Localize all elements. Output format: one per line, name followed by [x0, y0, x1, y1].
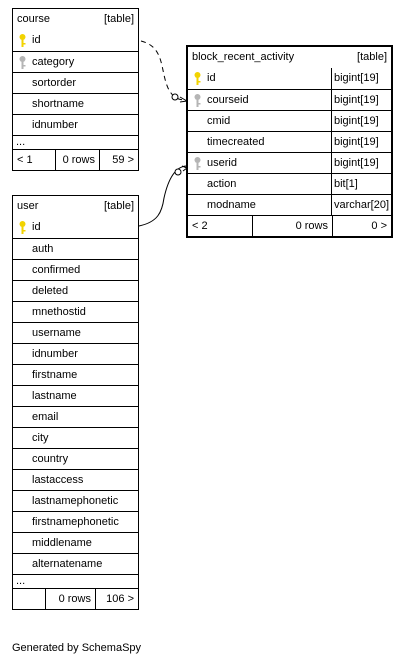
- user-parents-count[interactable]: [13, 589, 45, 609]
- column-name-text: userid: [207, 157, 237, 169]
- user-column-name[interactable]: [13, 470, 138, 490]
- user-column-row[interactable]: [13, 532, 138, 553]
- column-name-text: timecreated: [207, 136, 265, 148]
- user-more-columns: ...: [13, 574, 138, 588]
- column-name-text: mnethostid: [32, 306, 86, 318]
- course-column-row[interactable]: [13, 72, 138, 93]
- column-name-text: city: [32, 432, 49, 444]
- column-name-text: confirmed: [32, 264, 81, 276]
- user-column-row[interactable]: [13, 301, 138, 322]
- course-column-row[interactable]: [13, 51, 138, 72]
- block-column-row[interactable]: [188, 194, 391, 215]
- block-row-count: 0 rows: [252, 216, 332, 236]
- column-name-text: id: [207, 72, 216, 84]
- column-name-text: modname: [207, 199, 256, 211]
- block-column-type: bit[1]: [331, 174, 391, 194]
- user-column-row[interactable]: [13, 343, 138, 364]
- column-name-text: deleted: [32, 285, 69, 297]
- block-column-type: varchar[20]: [331, 195, 391, 215]
- block-column-name[interactable]: [188, 132, 331, 152]
- column-name-text: lastaccess: [32, 474, 84, 486]
- block-column-type: bigint[19]: [331, 111, 391, 131]
- user-column-name[interactable]: [13, 281, 138, 301]
- user-column-name[interactable]: [13, 554, 138, 574]
- user-column-name[interactable]: [13, 344, 138, 364]
- user-column-row[interactable]: [13, 217, 138, 238]
- course-row-count: 0 rows: [55, 150, 99, 170]
- block-column-name[interactable]: [188, 153, 331, 173]
- user-table-kind: [table]: [104, 200, 134, 212]
- user-column-row[interactable]: [13, 469, 138, 490]
- user-column-name[interactable]: [13, 407, 138, 427]
- course-link-zero-marker: [172, 94, 178, 100]
- column-name-text: id: [32, 34, 41, 46]
- column-name-text: id: [32, 221, 41, 233]
- user-table-name[interactable]: user: [17, 200, 39, 212]
- column-name-text: category: [32, 56, 75, 68]
- column-name-text: middlename: [32, 537, 92, 549]
- user-column-row[interactable]: [13, 448, 138, 469]
- foreign-key-icon: [194, 94, 201, 107]
- block-column-type: bigint[19]: [331, 68, 391, 89]
- user-column-name[interactable]: [13, 449, 138, 469]
- course-column-name[interactable]: [13, 94, 138, 114]
- block-column-row[interactable]: [188, 110, 391, 131]
- column-name-text: idnumber: [32, 119, 78, 131]
- user-column-row[interactable]: [13, 280, 138, 301]
- user-column-name[interactable]: [13, 302, 138, 322]
- user-table-footer: [13, 588, 138, 609]
- user-column-name[interactable]: [13, 365, 138, 385]
- course-column-row[interactable]: [13, 30, 138, 51]
- column-name-text: sortorder: [32, 77, 77, 89]
- block-table-name[interactable]: block_recent_activity: [192, 51, 295, 63]
- course-children-count[interactable]: 59 >: [99, 150, 138, 170]
- user-children-count[interactable]: 106 >: [95, 589, 138, 609]
- user-row-count: 0 rows: [45, 589, 95, 609]
- column-name-text: idnumber: [32, 348, 78, 360]
- block-children-count[interactable]: 0 >: [332, 216, 391, 236]
- user-column-name[interactable]: [13, 386, 138, 406]
- foreign-key-icon: [19, 56, 26, 69]
- block-column-row[interactable]: [188, 89, 391, 110]
- user-column-name[interactable]: [13, 428, 138, 448]
- generated-by-label: Generated by SchemaSpy: [12, 642, 142, 654]
- block-column-type: bigint[19]: [331, 132, 391, 152]
- user-column-row[interactable]: [13, 427, 138, 448]
- block-column-name[interactable]: [188, 174, 331, 194]
- user-column-row[interactable]: [13, 553, 138, 574]
- user-column-row[interactable]: [13, 490, 138, 511]
- user-link-zero-marker: [175, 169, 181, 175]
- block-table-kind: [table]: [357, 51, 387, 63]
- course-column-name[interactable]: [13, 115, 138, 135]
- course-table-header[interactable]: [13, 9, 138, 30]
- user-column-row[interactable]: [13, 259, 138, 280]
- user-column-name[interactable]: [13, 260, 138, 280]
- block-parents-count[interactable]: < 2: [192, 220, 208, 232]
- course-column-name[interactable]: [13, 52, 138, 72]
- block-column-name[interactable]: [188, 195, 331, 215]
- user-table[interactable]: [12, 195, 139, 610]
- primary-key-icon: [194, 72, 201, 85]
- block-column-row[interactable]: [188, 68, 391, 89]
- block-column-name[interactable]: [188, 111, 331, 131]
- course-table-footer: [13, 149, 138, 170]
- column-name-text: country: [32, 453, 69, 465]
- block-column-type: bigint[19]: [331, 90, 391, 110]
- primary-key-icon: [19, 34, 26, 47]
- block-column-name[interactable]: [188, 68, 331, 89]
- course-column-row[interactable]: [13, 114, 138, 135]
- column-name-text: lastnamephonetic: [32, 495, 119, 507]
- column-name-text: email: [32, 411, 59, 423]
- user-column-row[interactable]: [13, 385, 138, 406]
- block-table-footer: [188, 215, 391, 236]
- user-column-name[interactable]: [13, 239, 138, 259]
- user-column-row[interactable]: [13, 238, 138, 259]
- user-column-name[interactable]: [13, 512, 138, 532]
- course-column-row[interactable]: [13, 93, 138, 114]
- course-table-kind: [table]: [104, 13, 134, 25]
- user-table-header[interactable]: [13, 196, 138, 217]
- course-table-name[interactable]: course: [17, 13, 51, 25]
- foreign-key-icon: [194, 157, 201, 170]
- block-column-row[interactable]: [188, 131, 391, 152]
- column-name-text: auth: [32, 243, 54, 255]
- column-name-text: courseid: [207, 94, 249, 106]
- course-more-columns: ...: [13, 135, 138, 149]
- course-to-block-link: [141, 41, 186, 100]
- block-column-name[interactable]: [188, 90, 331, 110]
- column-name-text: firstname: [32, 369, 78, 381]
- column-name-text: firstnamephonetic: [32, 516, 119, 528]
- user-column-row[interactable]: [13, 511, 138, 532]
- column-name-text: alternatename: [32, 558, 103, 570]
- user-column-row[interactable]: [13, 364, 138, 385]
- block-recent-activity-table[interactable]: [186, 45, 393, 238]
- primary-key-icon: [19, 221, 26, 234]
- column-name-text: shortname: [32, 98, 84, 110]
- block-column-row[interactable]: [188, 173, 391, 194]
- column-name-text: username: [32, 327, 81, 339]
- user-column-row[interactable]: [13, 322, 138, 343]
- column-name-text: action: [207, 178, 237, 190]
- column-name-text: cmid: [207, 115, 231, 127]
- course-column-name[interactable]: [13, 30, 138, 51]
- column-name-text: lastname: [32, 390, 77, 402]
- course-parents-count[interactable]: < 1: [17, 154, 33, 166]
- block-column-type: bigint[19]: [331, 153, 391, 173]
- user-column-row[interactable]: [13, 406, 138, 427]
- user-column-name[interactable]: [13, 533, 138, 553]
- course-column-name[interactable]: [13, 73, 138, 93]
- user-column-name[interactable]: [13, 323, 138, 343]
- user-column-name[interactable]: [13, 217, 138, 238]
- block-column-row[interactable]: [188, 152, 391, 173]
- block-table-header[interactable]: [188, 47, 391, 68]
- user-column-name[interactable]: [13, 491, 138, 511]
- course-table[interactable]: [12, 8, 139, 171]
